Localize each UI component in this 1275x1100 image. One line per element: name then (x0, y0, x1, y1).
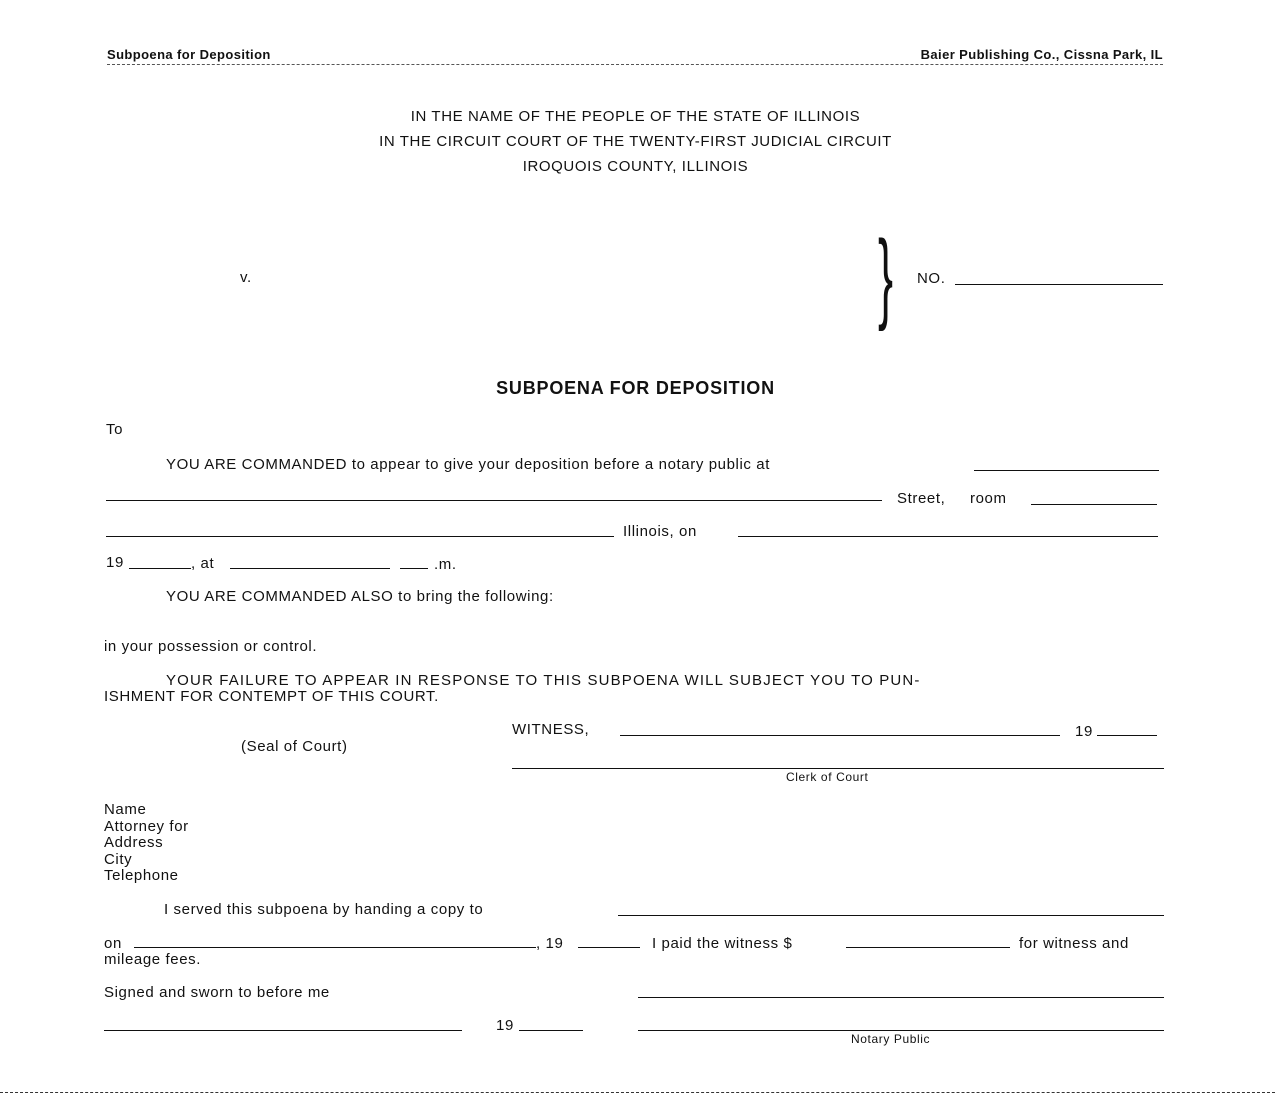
mileage-text: mileage fees. (104, 951, 202, 968)
document-title: SUBPOENA FOR DEPOSITION (496, 378, 775, 398)
sworn-date-line[interactable] (104, 1030, 462, 1031)
year-line[interactable] (129, 568, 191, 569)
am-pm-line[interactable] (400, 568, 428, 569)
witness-year-prefix: 19 (1075, 723, 1093, 740)
illinois-on-label: Illinois, on (623, 523, 697, 540)
sworn-year-prefix: 19 (496, 1017, 514, 1034)
street-address-line[interactable] (106, 500, 882, 501)
year-prefix: 19 (106, 554, 124, 571)
versus-label: v. (240, 269, 252, 286)
commanded-text: YOU ARE COMMANDED to appear to give your deposition before a notary public at (166, 456, 770, 473)
time-line[interactable] (230, 568, 390, 569)
room-label: room (970, 490, 1007, 507)
possession-text: in your possession or control. (104, 638, 318, 655)
witness-year-line[interactable] (1097, 735, 1157, 736)
witness-line[interactable] (620, 735, 1060, 736)
attorney-name-label: Name (104, 801, 147, 818)
paid-text: I paid the witness $ (652, 935, 793, 952)
attorney-for-label: Attorney for (104, 818, 189, 835)
served-text: I served this subpoena by handing a copy to (164, 901, 484, 918)
sworn-year-line[interactable] (519, 1030, 583, 1031)
notary-signature-line[interactable] (638, 1030, 1164, 1031)
room-line[interactable] (1031, 504, 1157, 505)
failure-line-2: ISHMENT FOR CONTEMPT OF THIS COURT. (104, 688, 439, 705)
served-year-prefix: , 19 (536, 935, 564, 952)
case-number-line[interactable] (955, 284, 1163, 285)
paid-amount-line[interactable] (846, 947, 1010, 948)
header-rule (107, 64, 1163, 65)
served-to-line[interactable] (618, 915, 1164, 916)
caption-line-3: IROQUOIS COUNTY, ILLINOIS (522, 158, 749, 175)
clerk-signature-line[interactable] (512, 768, 1164, 769)
attorney-city-label: City (104, 851, 133, 868)
street-label: Street, (897, 490, 946, 507)
served-date-line[interactable] (134, 947, 536, 948)
seal-of-court: (Seal of Court) (241, 738, 348, 755)
commanded-also-text: YOU ARE COMMANDED ALSO to bring the following: (166, 588, 554, 605)
for-fees-text: for witness and (1019, 935, 1129, 952)
running-header-right: Baier Publishing Co., Cissna Park, IL (920, 47, 1163, 62)
on-label: on (104, 935, 122, 952)
case-bracket: } (878, 220, 894, 332)
signed-sworn-text: Signed and sworn to before me (104, 984, 330, 1001)
attorney-address-label: Address (104, 834, 164, 851)
server-signature-line[interactable] (638, 997, 1164, 998)
to-label: To (106, 421, 124, 438)
attorney-telephone-label: Telephone (104, 867, 179, 884)
notary-public-label: Notary Public (851, 1032, 931, 1046)
bottom-scan-rule (0, 1092, 1275, 1093)
caption-line-1: IN THE NAME OF THE PEOPLE OF THE STATE OF ILLINOIS (410, 108, 861, 125)
city-line[interactable] (106, 536, 614, 537)
location-line[interactable] (974, 470, 1159, 471)
caption-line-2: IN THE CIRCUIT COURT OF THE TWENTY-FIRST JUDICIAL CIRCUIT (379, 133, 892, 150)
running-header-left: Subpoena for Deposition (107, 47, 271, 62)
date-line[interactable] (738, 536, 1158, 537)
m-label: .m. (434, 556, 457, 573)
served-year-line[interactable] (578, 947, 640, 948)
clerk-of-court-label: Clerk of Court (786, 770, 869, 784)
at-label: , at (191, 555, 215, 572)
case-number-label: NO. (917, 270, 946, 287)
witness-label: WITNESS, (512, 721, 590, 738)
failure-line-1: YOUR FAILURE TO APPEAR IN RESPONSE TO THIS SUBPOENA WILL SUBJECT YOU TO PUN- (166, 672, 921, 689)
